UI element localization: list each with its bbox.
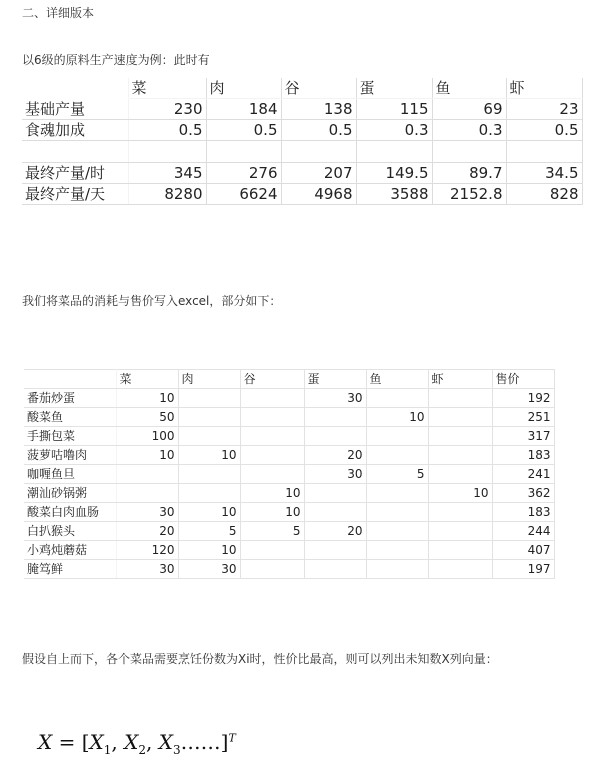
table-cell	[178, 389, 240, 408]
table-cell: 10	[366, 408, 428, 427]
table-cell	[366, 522, 428, 541]
table-cell: 10	[116, 389, 178, 408]
column-header: 蛋	[304, 370, 366, 389]
table-cell: 0.5	[128, 120, 206, 141]
table-cell: 20	[304, 522, 366, 541]
formula-transpose: T	[228, 731, 236, 745]
column-header: 菜	[116, 370, 178, 389]
table-cell: 0.3	[432, 120, 506, 141]
table-cell	[428, 408, 492, 427]
table-cell	[366, 503, 428, 522]
recipe-cost-table	[24, 369, 555, 579]
formula-lhs: X	[38, 730, 53, 754]
table-cell: 2152.8	[432, 184, 506, 205]
table-cell	[240, 446, 304, 465]
row-label: 最终产量/天	[22, 184, 128, 205]
table-cell	[116, 465, 178, 484]
column-header: 虾	[428, 370, 492, 389]
table-row	[22, 184, 582, 205]
table-cell: 23	[506, 99, 582, 120]
row-label: 基础产量	[22, 99, 128, 120]
table-cell: 69	[432, 99, 506, 120]
column-header: 肉	[206, 78, 281, 99]
row-label	[22, 141, 128, 163]
formula-eq: = [	[52, 730, 90, 754]
table-cell: 5	[240, 522, 304, 541]
table-header-row	[22, 78, 582, 99]
table-cell: 197	[492, 560, 554, 579]
formula-x1: X	[89, 730, 104, 754]
table-cell	[428, 560, 492, 579]
dish-name: 潮汕砂锅粥	[24, 484, 116, 503]
table-cell: 0.5	[506, 120, 582, 141]
table-cell: 251	[492, 408, 554, 427]
table-cell: 10	[240, 484, 304, 503]
table-cell	[366, 541, 428, 560]
table-cell	[304, 427, 366, 446]
table-cell	[428, 389, 492, 408]
formula-sub-1: 1	[103, 743, 112, 757]
table-cell: 0.5	[281, 120, 356, 141]
column-header: 谷	[240, 370, 304, 389]
dish-name: 咖喱鱼旦	[24, 465, 116, 484]
table-cell: 30	[304, 465, 366, 484]
table-cell: 183	[492, 503, 554, 522]
table-cell: 30	[304, 389, 366, 408]
production-table	[22, 78, 583, 205]
table-cell	[178, 465, 240, 484]
table-row	[24, 389, 554, 408]
formula-x2: X	[124, 730, 139, 754]
table-cell: 5	[178, 522, 240, 541]
table-cell	[366, 389, 428, 408]
table-cell	[240, 427, 304, 446]
table-cell	[116, 484, 178, 503]
table-cell: 828	[506, 184, 582, 205]
column-header: 肉	[178, 370, 240, 389]
table-row	[24, 446, 554, 465]
table-cell: 362	[492, 484, 554, 503]
row-label: 食魂加成	[22, 120, 128, 141]
section-heading: 二、详细版本	[22, 6, 95, 20]
table-cell: 30	[178, 560, 240, 579]
vector-formula: $X = [X_1$, $X_2$, $X_3\dots\dots]^T$	[38, 730, 236, 757]
table-row	[24, 427, 554, 446]
table-row	[22, 141, 582, 163]
formula-sub-2: 2	[138, 743, 147, 757]
recipe-table-viewport	[24, 369, 584, 576]
table-cell: 50	[116, 408, 178, 427]
header-corner-cell	[24, 370, 116, 389]
table-cell: 115	[356, 99, 432, 120]
table-cell: 100	[116, 427, 178, 446]
table-cell: 407	[492, 541, 554, 560]
formula-x3: X	[158, 730, 173, 754]
table-row	[22, 99, 582, 120]
table-cell: 20	[304, 446, 366, 465]
table-cell: 30	[116, 560, 178, 579]
header-corner-cell	[22, 78, 128, 99]
table-cell	[428, 427, 492, 446]
table-cell	[281, 141, 356, 163]
formula-close: ]	[220, 730, 229, 754]
dish-name: 番茄炒蛋	[24, 389, 116, 408]
table-cell	[304, 408, 366, 427]
table-cell: 317	[492, 427, 554, 446]
dish-name: 白扒猴头	[24, 522, 116, 541]
table-cell: 0.5	[206, 120, 281, 141]
table-cell: 192	[492, 389, 554, 408]
dish-name: 酸菜鱼	[24, 408, 116, 427]
dish-name: 小鸡炖蘑菇	[24, 541, 116, 560]
table-cell: 149.5	[356, 163, 432, 184]
table-cell	[304, 541, 366, 560]
table-cell: 183	[492, 446, 554, 465]
table-cell	[178, 484, 240, 503]
table-cell	[304, 560, 366, 579]
table-cell	[128, 141, 206, 163]
formula-dots: ……	[180, 730, 221, 754]
table-cell	[178, 427, 240, 446]
table-cell: 10	[428, 484, 492, 503]
column-header: 菜	[128, 78, 206, 99]
table-row	[24, 503, 554, 522]
vector-paragraph: 假设自上而下，各个菜品需要烹饪份数为Xi时，性价比最高，则可以列出未知数X列向量：	[22, 652, 498, 666]
dish-name: 腌笃鲜	[24, 560, 116, 579]
table-cell: 3588	[356, 184, 432, 205]
table-row	[24, 541, 554, 560]
table-cell: 10	[178, 446, 240, 465]
column-header: 鱼	[432, 78, 506, 99]
dish-name: 菠萝咕噜肉	[24, 446, 116, 465]
table-cell: 241	[492, 465, 554, 484]
table-cell	[240, 389, 304, 408]
table-cell	[366, 560, 428, 579]
table-cell	[428, 541, 492, 560]
table-cell: 230	[128, 99, 206, 120]
table-cell	[428, 503, 492, 522]
table-cell	[240, 465, 304, 484]
table-cell: 5	[366, 465, 428, 484]
table-cell: 0.3	[356, 120, 432, 141]
table-cell: 276	[206, 163, 281, 184]
table-header-row	[24, 370, 554, 389]
table-row	[22, 163, 582, 184]
table-cell: 10	[178, 541, 240, 560]
table-cell: 345	[128, 163, 206, 184]
excel-intro-paragraph: 我们将菜品的消耗与售价写入excel，部分如下：	[22, 294, 282, 308]
table-cell	[356, 141, 432, 163]
table-cell	[304, 484, 366, 503]
table-row	[24, 522, 554, 541]
table-cell	[428, 465, 492, 484]
dish-name: 酸菜白肉血肠	[24, 503, 116, 522]
table-cell: 6624	[206, 184, 281, 205]
intro-paragraph: 以6级的原料生产速度为例：此时有	[22, 53, 210, 67]
table-cell	[240, 560, 304, 579]
dish-name: 手撕包菜	[24, 427, 116, 446]
table-cell: 20	[116, 522, 178, 541]
table-row	[24, 465, 554, 484]
table-cell: 138	[281, 99, 356, 120]
table-cell: 244	[492, 522, 554, 541]
table-cell	[178, 408, 240, 427]
table-cell	[240, 541, 304, 560]
table-cell	[240, 408, 304, 427]
formula-sub-3: 3	[173, 743, 181, 757]
table-cell: 10	[116, 446, 178, 465]
table-cell: 10	[178, 503, 240, 522]
table-cell: 10	[240, 503, 304, 522]
table-row	[24, 408, 554, 427]
table-row	[22, 120, 582, 141]
table-cell: 207	[281, 163, 356, 184]
table-cell: 8280	[128, 184, 206, 205]
table-row	[24, 560, 554, 579]
table-cell	[506, 141, 582, 163]
table-cell	[206, 141, 281, 163]
table-cell: 120	[116, 541, 178, 560]
table-cell: 30	[116, 503, 178, 522]
table-cell	[428, 522, 492, 541]
table-row	[24, 484, 554, 503]
table-cell: 89.7	[432, 163, 506, 184]
table-cell	[304, 503, 366, 522]
table-cell: 34.5	[506, 163, 582, 184]
column-header: 谷	[281, 78, 356, 99]
table-cell	[428, 446, 492, 465]
column-header: 售价	[492, 370, 554, 389]
table-cell	[366, 446, 428, 465]
table-cell	[366, 484, 428, 503]
column-header: 虾	[506, 78, 582, 99]
row-label: 最终产量/时	[22, 163, 128, 184]
column-header: 鱼	[366, 370, 428, 389]
table-cell	[432, 141, 506, 163]
table-cell: 4968	[281, 184, 356, 205]
table-cell: 184	[206, 99, 281, 120]
column-header: 蛋	[356, 78, 432, 99]
table-cell	[366, 427, 428, 446]
